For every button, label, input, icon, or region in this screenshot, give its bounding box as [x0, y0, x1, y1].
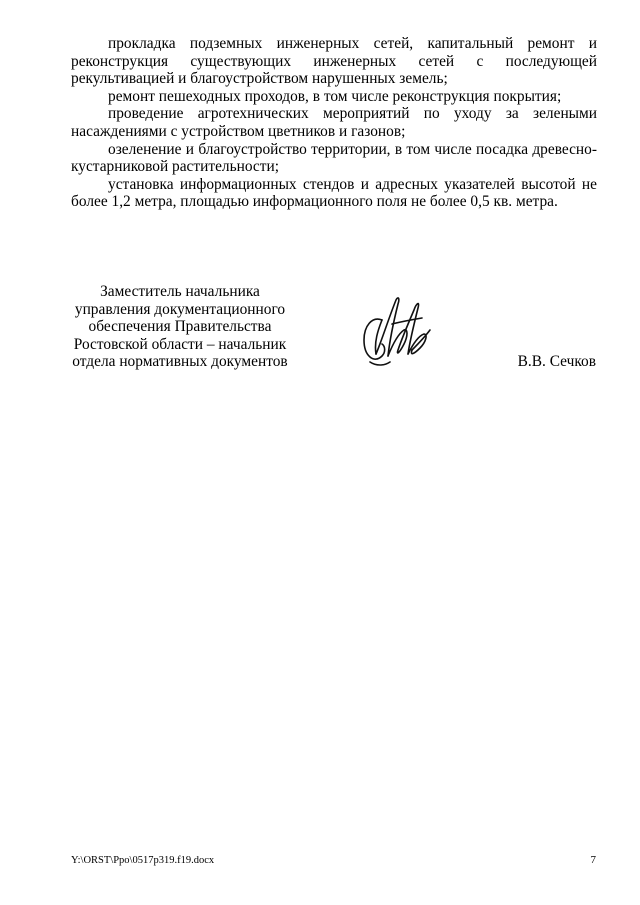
position-line: отдела нормативных документов [72, 353, 288, 371]
position-line: обеспечения Правительства [88, 318, 272, 336]
paragraph-information-stands: установка информационных стендов и адресных указателей высотой не более 1,2 метра, площадью информационного поля не более 0,5 кв. метра. [71, 175, 597, 211]
document-body [71, 35, 597, 211]
signatory-position-title [64, 283, 296, 371]
position-line: Заместитель начальника [100, 283, 260, 300]
handwritten-signature-icon [352, 290, 442, 372]
footer-file-path: Y:\ORST\Ppo\0517p319.f19.docx [71, 855, 215, 866]
position-line: управления документационного [74, 300, 286, 318]
position-line: Ростовской области – начальник [73, 335, 287, 353]
paragraph-pedestrian-passages: ремонт пешеходных проходов, в том числе реконструкция покрытия; [108, 87, 562, 105]
signer-name: В.В. Сечков [517, 353, 596, 370]
page-number: 7 [590, 854, 596, 866]
paragraph-agrotechnical-measures: проведение агротехнических мероприятий по уходу за зелеными насаждениями с устройством цветников и газонов; [71, 105, 597, 140]
paragraph-engineering-networks: прокладка подземных инженерных сетей, капитальный ремонт и реконструкция существующих инженерных сетей с последующей рекультивацией и благоустройством нарушенных земель; [71, 35, 597, 88]
paragraph-landscaping: озеленение и благоустройство территории, в том числе посадка древесно-кустарниковой растительности; [71, 140, 597, 176]
